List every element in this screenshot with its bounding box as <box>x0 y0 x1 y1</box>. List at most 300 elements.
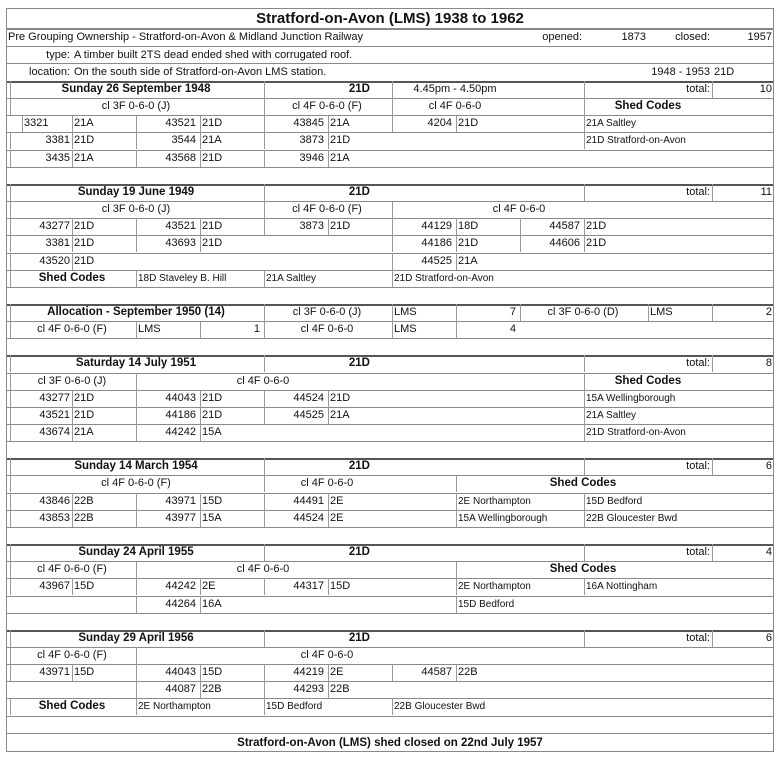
cell-divider <box>200 578 201 595</box>
cell-divider <box>200 321 201 338</box>
table-cell: 44264 <box>165 598 196 610</box>
closed-year: 1957 <box>747 31 772 43</box>
cell-divider <box>264 544 265 561</box>
table-cell: 44087 <box>165 683 196 695</box>
table-cell: 21D <box>202 392 223 404</box>
table-cell: 3321 <box>24 117 49 129</box>
row-divider <box>6 441 774 442</box>
table-cell: 2E <box>330 495 344 507</box>
row-divider <box>6 46 774 47</box>
table-cell: 2E Northampton <box>138 701 211 712</box>
table-cell: 43853 <box>39 512 70 524</box>
cell-divider <box>10 493 11 510</box>
cell-divider <box>72 510 73 527</box>
table-cell: 22B <box>74 512 94 524</box>
cell-divider <box>10 355 11 372</box>
cell-divider <box>72 407 73 424</box>
table-cell: 43977 <box>165 512 196 524</box>
cell-divider <box>72 578 73 595</box>
cell-divider <box>584 407 585 424</box>
cell-divider <box>392 201 393 218</box>
table-cell: 15D <box>74 580 95 592</box>
cell-divider <box>10 304 11 321</box>
cell-divider <box>584 235 585 252</box>
cell-divider <box>584 184 585 201</box>
table-cell: 44587 <box>421 666 452 678</box>
cell-divider <box>200 596 201 613</box>
cell-divider <box>648 304 649 321</box>
table-cell: 44129 <box>421 220 452 232</box>
section-heading: Shed Codes <box>549 563 617 575</box>
cell-divider <box>456 578 457 595</box>
cell-divider <box>136 681 137 698</box>
type-label: type: <box>46 49 70 61</box>
section-heading: 21D <box>348 632 370 644</box>
cell-divider <box>456 321 457 338</box>
table-cell: 43277 <box>39 220 70 232</box>
cell-divider <box>456 115 457 132</box>
cell-divider <box>200 218 201 235</box>
table-cell: cl 4F 0-6-0 <box>236 375 290 387</box>
cell-divider <box>392 304 393 321</box>
table-cell: 21D <box>74 392 95 404</box>
table-cell: 44186 <box>165 409 196 421</box>
row-divider <box>6 716 774 717</box>
cell-divider <box>392 81 393 98</box>
cell-divider <box>264 184 265 201</box>
section-heading: Saturday 14 July 1951 <box>75 357 197 369</box>
table-cell: 21D <box>330 220 351 232</box>
table-cell: 2E <box>330 512 344 524</box>
section-heading: 21D <box>348 546 370 558</box>
cell-divider <box>136 510 137 527</box>
code-period: 1948 - 1953 <box>651 66 710 78</box>
table-cell: 15D <box>330 580 351 592</box>
section-heading: Shed Codes <box>38 700 106 712</box>
cell-divider <box>136 218 137 235</box>
cell-divider <box>72 115 73 132</box>
cell-divider <box>328 150 329 167</box>
location-label: location: <box>29 66 70 78</box>
row-divider <box>6 338 774 339</box>
table-cell: cl 4F 0-6-0 (F) <box>37 563 107 575</box>
cell-divider <box>200 235 201 252</box>
table-cell: 22B <box>202 683 222 695</box>
table-cell: 44043 <box>165 666 196 678</box>
table-cell: 15D Bedford <box>586 496 643 507</box>
table-cell: cl 4F 0-6-0 <box>300 477 354 489</box>
cell-divider <box>456 218 457 235</box>
cell-divider <box>10 201 11 218</box>
table-cell: 2E <box>330 666 344 678</box>
section-heading: Shed Codes <box>614 100 682 112</box>
cell-divider <box>328 510 329 527</box>
cell-divider <box>264 201 265 218</box>
table-cell: cl 4F 0-6-0 <box>300 323 354 335</box>
cell-divider <box>264 270 265 287</box>
table-cell: 21A Saltley <box>266 273 317 284</box>
table-cell: LMS <box>394 323 417 335</box>
table-cell: 21D <box>330 392 351 404</box>
cell-divider <box>200 664 201 681</box>
table-cell: 44525 <box>293 409 324 421</box>
cell-divider <box>10 218 11 235</box>
table-cell: 21D <box>586 237 607 249</box>
cell-divider <box>136 235 137 252</box>
cell-divider <box>264 98 265 115</box>
cell-divider <box>10 475 11 492</box>
table-cell: cl 4F 0-6-0 (F) <box>37 649 107 661</box>
cell-divider <box>200 132 201 149</box>
cell-divider <box>72 493 73 510</box>
cell-divider <box>200 681 201 698</box>
row-divider <box>6 613 774 614</box>
location-text: On the south side of Stratford-on-Avon LMS station. <box>74 66 327 78</box>
table-cell: 3946 <box>299 152 324 164</box>
table-cell: 44043 <box>165 392 196 404</box>
table-cell: 21A <box>330 117 350 129</box>
table-cell: 21A Saltley <box>586 410 637 421</box>
table-cell: 21A Saltley <box>586 118 637 129</box>
cell-divider <box>264 698 265 715</box>
section-heading: 21D <box>348 186 370 198</box>
table-cell: cl 4F 0-6-0 (F) <box>292 203 362 215</box>
table-cell: 21D <box>458 117 479 129</box>
cell-divider <box>392 98 393 115</box>
table-cell: 6 <box>765 632 772 644</box>
section-heading: Sunday 19 June 1949 <box>77 186 195 198</box>
shed-code: 21D <box>714 66 735 78</box>
cell-divider <box>584 218 585 235</box>
table-cell: total: <box>686 632 710 644</box>
section-heading: Sunday 26 September 1948 <box>61 83 211 95</box>
table-cell: total: <box>686 83 710 95</box>
table-cell: 18D Staveley B. Hill <box>138 273 227 284</box>
table-cell: 22B Gloucester Bwd <box>394 701 486 712</box>
table-cell: 3381 <box>45 134 70 146</box>
cell-divider <box>392 218 393 235</box>
cell-divider <box>72 218 73 235</box>
cell-divider <box>328 115 329 132</box>
cell-divider <box>72 253 73 270</box>
cell-divider <box>10 184 11 201</box>
table-cell: 21D <box>330 134 351 146</box>
table-cell: total: <box>686 357 710 369</box>
table-cell: 2 <box>765 306 772 318</box>
closed-label: closed: <box>675 31 710 43</box>
table-cell: 44524 <box>293 392 324 404</box>
cell-divider <box>584 132 585 149</box>
cell-divider <box>10 407 11 424</box>
cell-divider <box>520 304 521 321</box>
cell-divider <box>136 578 137 595</box>
table-cell: 21D <box>74 255 95 267</box>
table-cell: cl 4F 0-6-0 <box>300 649 354 661</box>
cell-divider <box>520 235 521 252</box>
section-heading: 21D <box>348 83 370 95</box>
cell-divider <box>584 630 585 647</box>
cell-divider <box>264 681 265 698</box>
cell-divider <box>520 218 521 235</box>
cell-divider <box>328 407 329 424</box>
cell-divider <box>584 373 585 390</box>
table-cell: 21A <box>458 255 478 267</box>
type-text: A timber built 2TS dead ended shed with corrugated roof. <box>74 49 353 61</box>
cell-divider <box>712 630 713 647</box>
cell-divider <box>10 373 11 390</box>
table-cell: 44317 <box>293 580 324 592</box>
table-cell: 1 <box>253 323 260 335</box>
cell-divider <box>10 544 11 561</box>
cell-divider <box>264 390 265 407</box>
table-cell: cl 3F 0-6-0 (J) <box>37 375 107 387</box>
cell-divider <box>392 664 393 681</box>
cell-divider <box>10 235 11 252</box>
table-cell: cl 4F 0-6-0 (F) <box>292 100 362 112</box>
section-heading: Allocation - September 1950 (14) <box>47 306 225 318</box>
table-cell: 11 <box>760 186 772 198</box>
cell-divider <box>264 493 265 510</box>
table-cell: 44186 <box>421 237 452 249</box>
cell-divider <box>328 664 329 681</box>
cell-divider <box>584 578 585 595</box>
table-cell: 44606 <box>549 237 580 249</box>
cell-divider <box>328 390 329 407</box>
cell-divider <box>136 150 137 167</box>
cell-divider <box>200 493 201 510</box>
cell-divider <box>136 373 137 390</box>
table-cell: 15D <box>202 666 223 678</box>
closure-footer: Stratford-on-Avon (LMS) shed closed on 22nd July 1957 <box>237 737 543 749</box>
table-cell: 3381 <box>45 237 70 249</box>
cell-divider <box>10 150 11 167</box>
table-cell: 4.45pm - 4.50pm <box>413 83 497 95</box>
table-cell: 44524 <box>293 512 324 524</box>
table-cell: 21A <box>74 117 94 129</box>
table-cell: 16A Nottingham <box>586 581 658 592</box>
cell-divider <box>584 510 585 527</box>
cell-divider <box>136 664 137 681</box>
cell-divider <box>392 115 393 132</box>
cell-divider <box>136 321 137 338</box>
table-cell: 21D <box>74 237 95 249</box>
row-divider <box>6 287 774 288</box>
table-cell: 21A <box>74 152 94 164</box>
table-cell: 44219 <box>293 666 324 678</box>
row-divider <box>6 167 774 168</box>
section-heading: Sunday 29 April 1956 <box>78 632 194 644</box>
table-cell: 15D <box>74 666 95 678</box>
table-cell: total: <box>686 186 710 198</box>
table-cell: 43971 <box>165 495 196 507</box>
table-cell: 10 <box>759 83 772 95</box>
table-cell: 44242 <box>165 426 196 438</box>
table-cell: 4 <box>765 546 772 558</box>
cell-divider <box>136 132 137 149</box>
section-heading: Sunday 24 April 1955 <box>78 546 194 558</box>
cell-divider <box>136 424 137 441</box>
table-cell: 21A <box>202 134 222 146</box>
cell-divider <box>72 424 73 441</box>
row-divider <box>6 733 774 734</box>
table-cell: 15A <box>202 426 222 438</box>
cell-divider <box>10 698 11 715</box>
table-cell: 43520 <box>39 255 70 267</box>
table-cell: 16A <box>202 598 222 610</box>
cell-divider <box>200 510 201 527</box>
cell-divider <box>712 81 713 98</box>
section-heading: Shed Codes <box>549 477 617 489</box>
cell-divider <box>200 407 201 424</box>
cell-divider <box>136 407 137 424</box>
table-cell: 43693 <box>165 237 196 249</box>
cell-divider <box>456 493 457 510</box>
cell-divider <box>10 630 11 647</box>
row-divider <box>6 29 774 30</box>
table-cell: LMS <box>394 306 417 318</box>
cell-divider <box>584 493 585 510</box>
row-divider <box>6 527 774 528</box>
table-cell: total: <box>686 546 710 558</box>
cell-divider <box>10 424 11 441</box>
cell-divider <box>328 681 329 698</box>
cell-divider <box>10 664 11 681</box>
table-cell: 21D <box>202 152 223 164</box>
table-cell: 43845 <box>293 117 324 129</box>
table-cell: 3873 <box>299 134 324 146</box>
cell-divider <box>264 664 265 681</box>
cell-divider <box>200 424 201 441</box>
cell-divider <box>584 81 585 98</box>
cell-divider <box>264 407 265 424</box>
cell-divider <box>328 132 329 149</box>
cell-divider <box>72 132 73 149</box>
table-cell: 44525 <box>421 255 452 267</box>
cell-divider <box>72 664 73 681</box>
row-divider <box>6 63 774 64</box>
table-cell: 44491 <box>293 495 324 507</box>
table-cell: 3435 <box>45 152 70 164</box>
cell-divider <box>136 647 137 664</box>
table-cell: 21D <box>202 237 223 249</box>
cell-divider <box>392 321 393 338</box>
table-cell: 15A Wellingborough <box>458 513 548 524</box>
table-cell: 43971 <box>39 666 70 678</box>
table-cell: 22B <box>458 666 478 678</box>
cell-divider <box>712 184 713 201</box>
table-cell: 21D <box>586 220 607 232</box>
table-cell: cl 4F 0-6-0 <box>428 100 482 112</box>
cell-divider <box>456 253 457 270</box>
table-cell: cl 4F 0-6-0 (F) <box>101 477 171 489</box>
table-cell: 21D <box>458 237 479 249</box>
cell-divider <box>22 115 23 132</box>
cell-divider <box>136 561 137 578</box>
table-cell: 21D Stratford-on-Avon <box>586 427 686 438</box>
table-cell: cl 4F 0-6-0 (F) <box>37 323 107 335</box>
cell-divider <box>10 390 11 407</box>
cell-divider <box>584 424 585 441</box>
cell-divider <box>264 218 265 235</box>
section-heading: Sunday 14 March 1954 <box>74 460 198 472</box>
table-cell: 8 <box>765 357 772 369</box>
table-cell: 15D <box>202 495 223 507</box>
table-cell: cl 3F 0-6-0 (J) <box>101 203 171 215</box>
cell-divider <box>328 493 329 510</box>
table-cell: 21A <box>330 152 350 164</box>
table-cell: 22B <box>330 683 350 695</box>
table-cell: cl 4F 0-6-0 <box>492 203 546 215</box>
cell-divider <box>10 81 11 98</box>
opened-year: 1873 <box>621 31 646 43</box>
table-cell: 21A <box>74 426 94 438</box>
cell-divider <box>456 304 457 321</box>
table-cell: 15D Bedford <box>266 701 323 712</box>
opened-label: opened: <box>542 31 582 43</box>
section-heading: Shed Codes <box>38 272 106 284</box>
table-cell: cl 3F 0-6-0 (J) <box>292 306 362 318</box>
table-cell: 21D <box>202 220 223 232</box>
table-cell: 15A <box>202 512 222 524</box>
cell-divider <box>264 510 265 527</box>
table-cell: 3873 <box>299 220 324 232</box>
table-cell: 44293 <box>293 683 324 695</box>
table-cell: LMS <box>138 323 161 335</box>
cell-divider <box>136 390 137 407</box>
table-cell: cl 3F 0-6-0 (D) <box>547 306 619 318</box>
table-cell: 44587 <box>549 220 580 232</box>
cell-divider <box>584 544 585 561</box>
cell-divider <box>10 458 11 475</box>
table-cell: 43674 <box>39 426 70 438</box>
table-cell: 43568 <box>165 152 196 164</box>
cell-divider <box>264 630 265 647</box>
table-cell: 3544 <box>171 134 196 146</box>
cell-divider <box>712 458 713 475</box>
table-cell: 43521 <box>165 117 196 129</box>
table-cell: 4 <box>509 323 516 335</box>
cell-divider <box>264 115 265 132</box>
cell-divider <box>200 150 201 167</box>
table-cell: 43277 <box>39 392 70 404</box>
cell-divider <box>264 578 265 595</box>
cell-divider <box>72 235 73 252</box>
row-divider <box>6 596 774 597</box>
cell-divider <box>264 81 265 98</box>
cell-divider <box>72 390 73 407</box>
cell-divider <box>10 132 11 149</box>
section-heading: 21D <box>348 460 370 472</box>
cell-divider <box>200 390 201 407</box>
cell-divider <box>10 253 11 270</box>
cell-divider <box>10 510 11 527</box>
table-cell: 43521 <box>39 409 70 421</box>
table-cell: LMS <box>650 306 673 318</box>
table-cell: 21D <box>202 117 223 129</box>
page-title: Stratford-on-Avon (LMS) 1938 to 1962 <box>6 8 774 29</box>
cell-divider <box>264 355 265 372</box>
table-cell: 21D <box>74 134 95 146</box>
cell-divider <box>136 596 137 613</box>
cell-divider <box>456 596 457 613</box>
table-cell: 43967 <box>39 580 70 592</box>
table-cell: 21D <box>74 409 95 421</box>
cell-divider <box>72 150 73 167</box>
cell-divider <box>584 390 585 407</box>
table-cell: 22B Gloucester Bwd <box>586 513 678 524</box>
table-cell: 21D <box>74 220 95 232</box>
table-cell: 2E <box>202 580 216 592</box>
